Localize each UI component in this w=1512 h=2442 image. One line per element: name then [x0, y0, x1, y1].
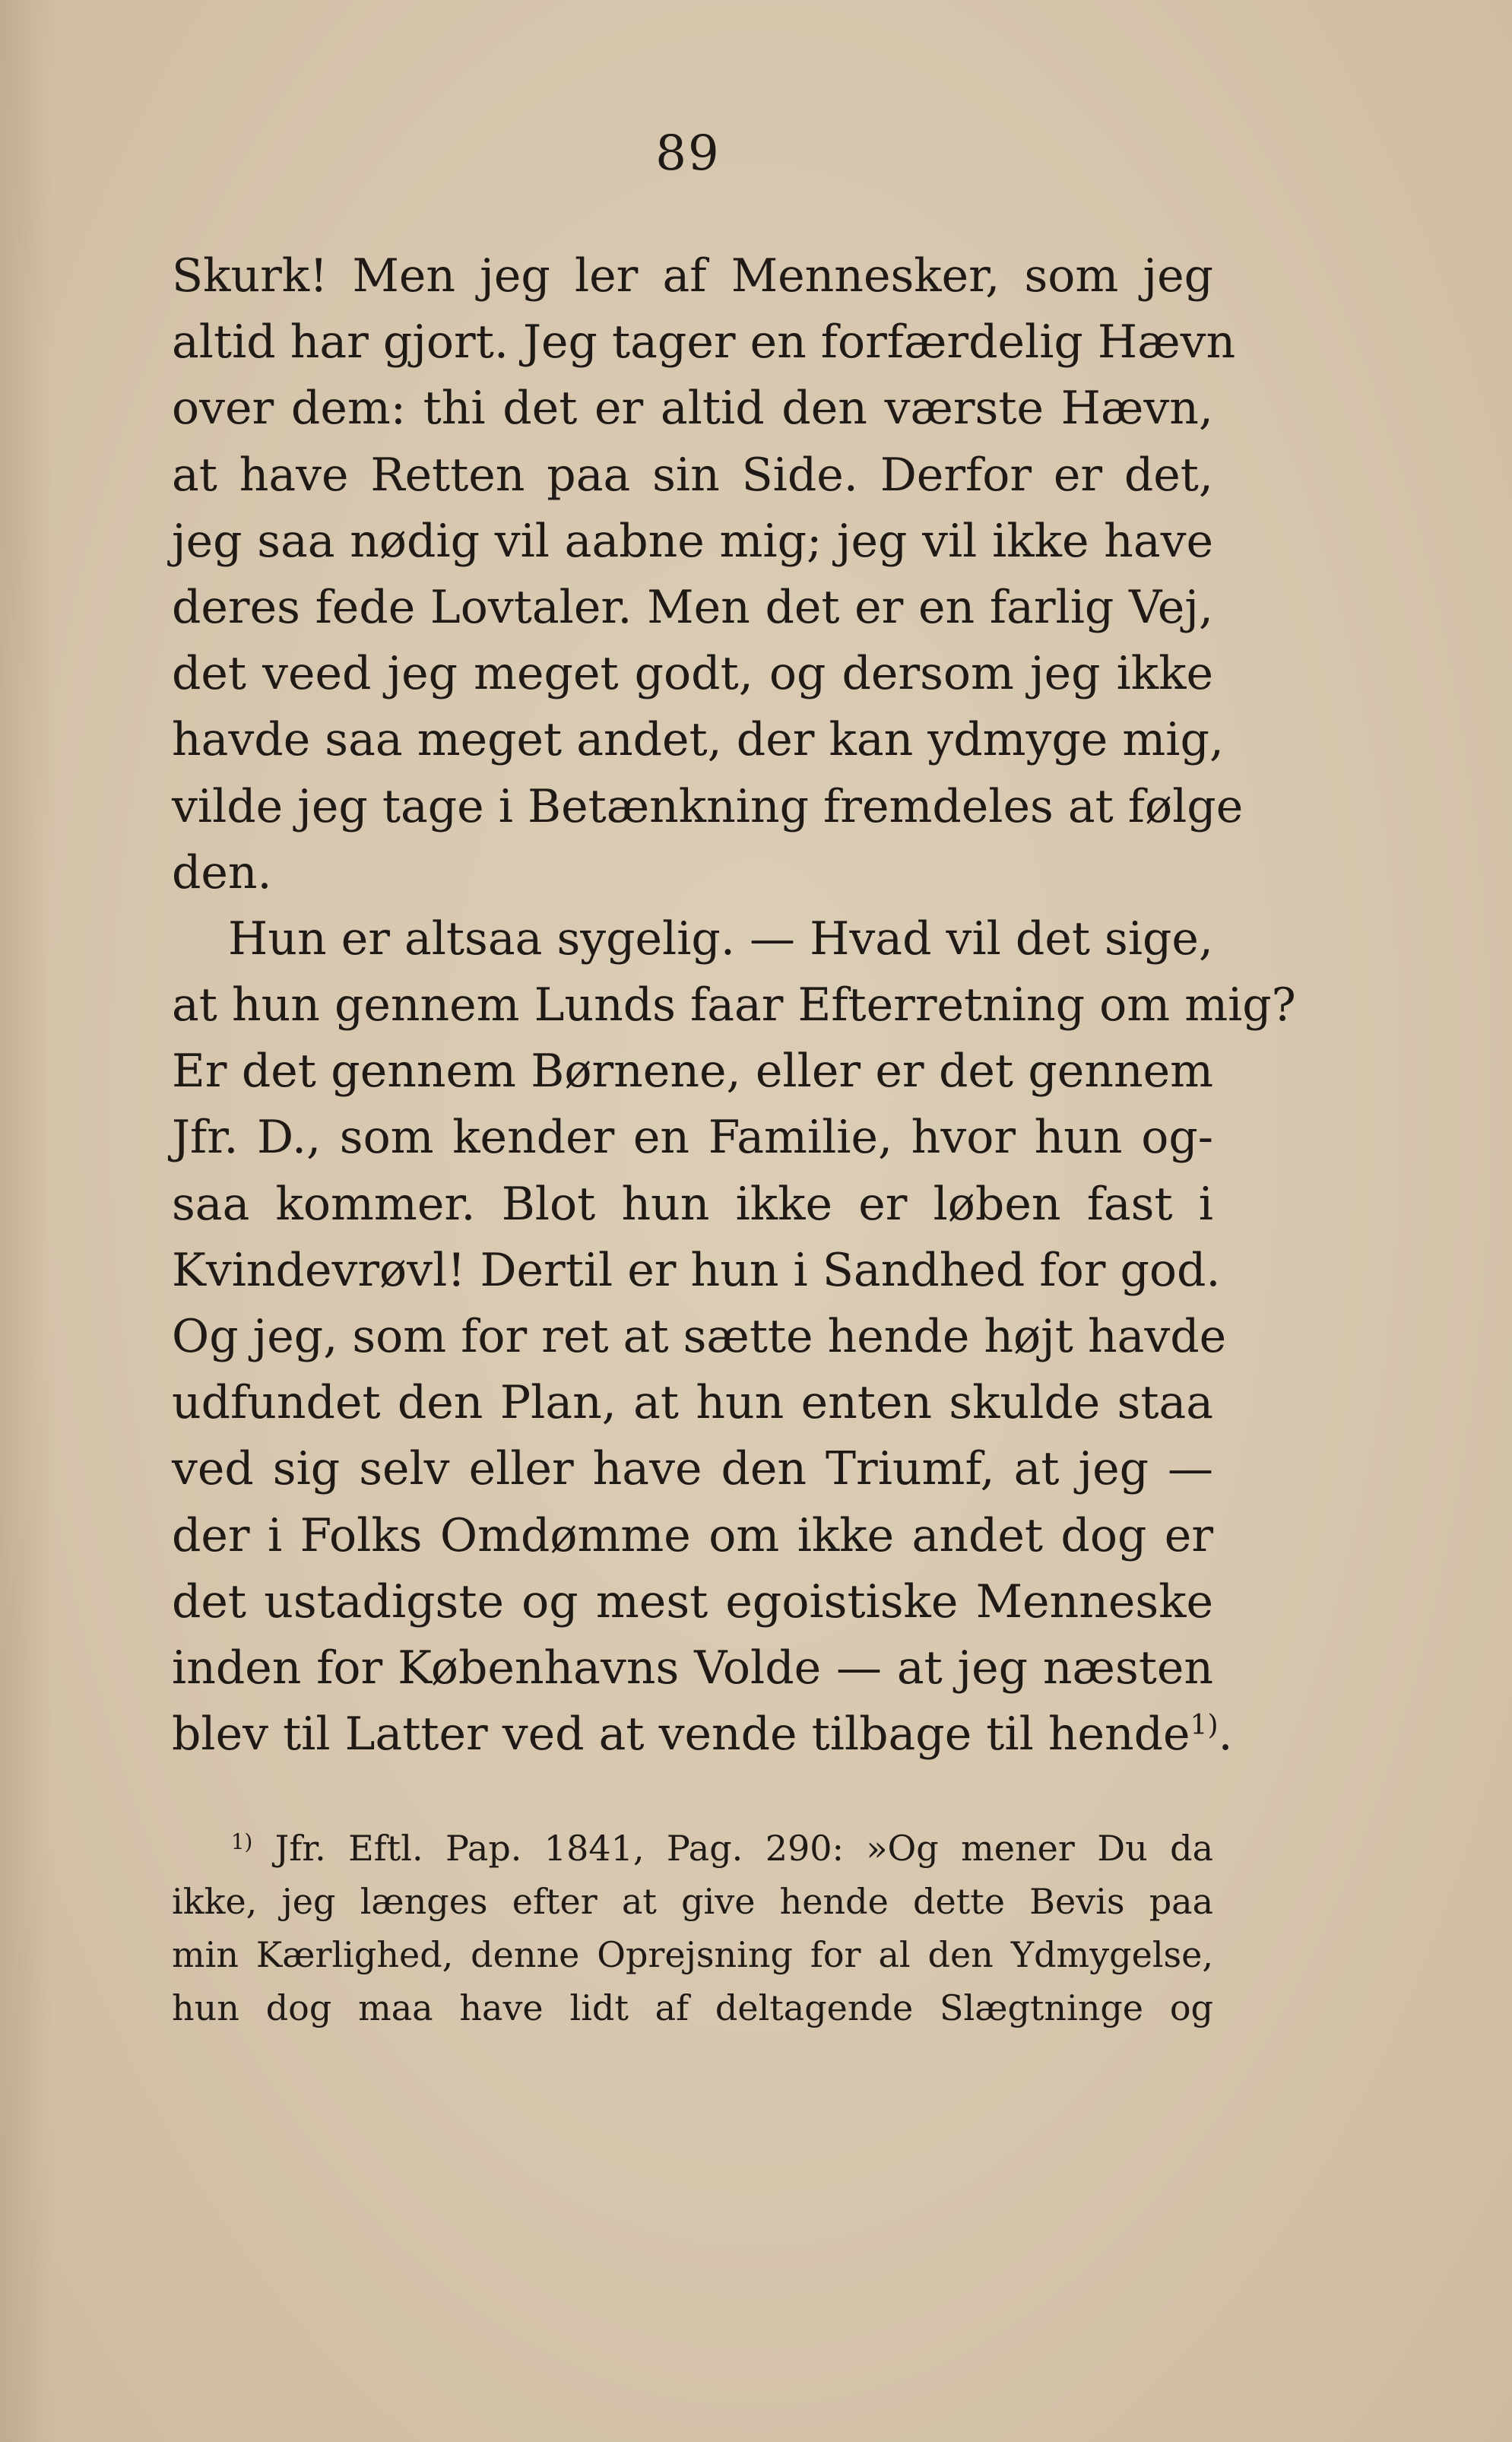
main-text — [172, 243, 1296, 1768]
page-edge-shadow — [0, 0, 53, 2442]
text-line: det veed jeg meget godt, og dersom jeg ikke — [172, 647, 1213, 701]
text-line: Kvindevrøvl! Dertil er hun i Sandhed for god. — [172, 1243, 1221, 1297]
text-line: den. — [172, 845, 272, 899]
text-line: ved sig selv eller have den Triumf, at jeg — — [172, 1442, 1213, 1496]
text-line: havde saa meget andet, der kan ydmyge mig, — [172, 713, 1224, 767]
footnote-line: min Kærlighed, denne Oprejsning for al den Ydmygelse, — [172, 1934, 1213, 1975]
text-line: deres fede Lovtaler. Men det er en farlig Vej, — [172, 580, 1213, 634]
text-line: saa kommer. Blot hun ikke er løben fast i — [172, 1177, 1213, 1231]
text-line: Skurk! Men jeg ler af Mennesker, som jeg — [172, 249, 1213, 303]
text-line: over dem: thi det er altid den værste Hævn, — [172, 382, 1213, 436]
text-line: Og jeg, som for ret at sætte hende højt havde — [172, 1310, 1227, 1363]
footnote-line: ikke, jeg længes efter at give hende dette Bevis paa — [172, 1881, 1213, 1922]
text-line: altid har gjort. Jeg tager en forfærdelig Hævn — [172, 316, 1236, 369]
page-number: 89 — [655, 125, 721, 182]
text-line: at hun gennem Lunds faar Efterretning om mig? — [172, 978, 1296, 1032]
text-line: Jfr. D., som kender en Familie, hvor hun og- — [172, 1111, 1213, 1165]
text-line: Er det gennem Børnene, eller er det gennem — [172, 1045, 1213, 1099]
text-line: vilde jeg tage i Betænkning fremdeles at følge — [172, 779, 1244, 833]
text-line: det ustadigste og mest egoistiske Menneske — [172, 1575, 1213, 1629]
line-end-punctuation: . — [1218, 1708, 1233, 1762]
footnote-marker: 1) — [231, 1828, 253, 1854]
footnote-line-content: Jfr. Eftl. Pap. 1841, Pag. 290: »Og mener Du da — [274, 1828, 1213, 1869]
text-line: der i Folks Omdømme om ikke andet dog er — [172, 1508, 1213, 1562]
footnote-reference: 1) — [1190, 1710, 1219, 1742]
footnote — [172, 1822, 1213, 2034]
text-line: jeg saa nødig vil aabne mig; jeg vil ikke have — [172, 514, 1213, 568]
text-line: inden for Københavns Volde — at jeg næsten — [172, 1641, 1213, 1695]
text-line: udfundet den Plan, at hun enten skulde staa — [172, 1376, 1213, 1430]
text-line-with-footnote-ref — [172, 1701, 1233, 1768]
text-line: at have Retten paa sin Side. Derfor er det, — [172, 448, 1213, 502]
footnote-line — [172, 1822, 1213, 1875]
footnote-line: hun dog maa have lidt af deltagende Slægtninge og — [172, 1987, 1213, 2028]
paragraph-start-line: Hun er altsaa sygelig. — Hvad vil det sige, — [228, 912, 1213, 966]
text-line-content: blev til Latter ved at vende tilbage til hende — [172, 1708, 1190, 1762]
